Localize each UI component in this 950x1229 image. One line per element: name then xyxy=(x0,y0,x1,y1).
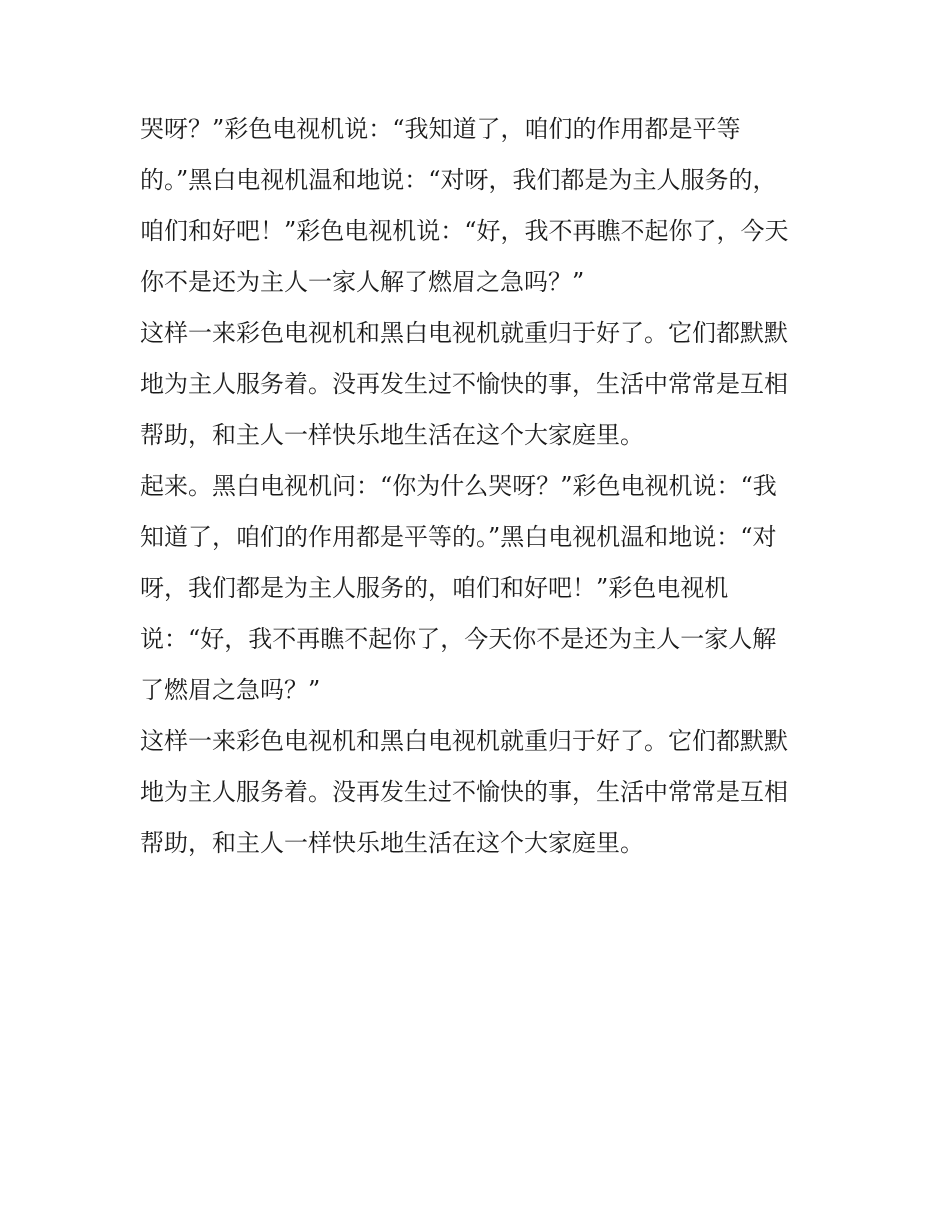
body-text xyxy=(140,104,820,869)
text-line-13: 这样一来彩色电视机和黑白电视机就重归于好了。它们都默默 xyxy=(140,727,788,755)
text-line-11: 说：“好，我不再瞧不起你了，今天你不是还为主人一家人解 xyxy=(140,625,777,653)
text-line-4: 你不是还为主人一家人解了燃眉之急吗？” xyxy=(140,268,585,296)
text-line-12: 了燃眉之急吗？” xyxy=(140,676,321,704)
text-line-6: 地为主人服务着。没再发生过不愉快的事，生活中常常是互相 xyxy=(140,370,788,398)
text-line-1: 哭呀？”彩色电视机说：“我知道了，咱们的作用都是平等 xyxy=(140,115,741,143)
text-line-10: 呀，我们都是为主人服务的，咱们和好吧！”彩色电视机 xyxy=(140,574,729,602)
text-line-15: 帮助，和主人一样快乐地生活在这个大家庭里。 xyxy=(140,829,644,857)
text-line-9: 知道了，咱们的作用都是平等的。”黑白电视机温和地说：“对 xyxy=(140,523,777,551)
text-line-3: 咱们和好吧！”彩色电视机说：“好，我不再瞧不起你了，今天 xyxy=(140,217,789,245)
text-line-7: 帮助，和主人一样快乐地生活在这个大家庭里。 xyxy=(140,421,644,449)
text-line-14: 地为主人服务着。没再发生过不愉快的事，生活中常常是互相 xyxy=(140,778,788,806)
text-line-8: 起来。黑白电视机问：“你为什么哭呀？”彩色电视机说：“我 xyxy=(140,472,777,500)
text-line-2: 的。”黑白电视机温和地说：“对呀，我们都是为主人服务的， xyxy=(140,166,777,194)
text-line-5: 这样一来彩色电视机和黑白电视机就重归于好了。它们都默默 xyxy=(140,319,788,347)
